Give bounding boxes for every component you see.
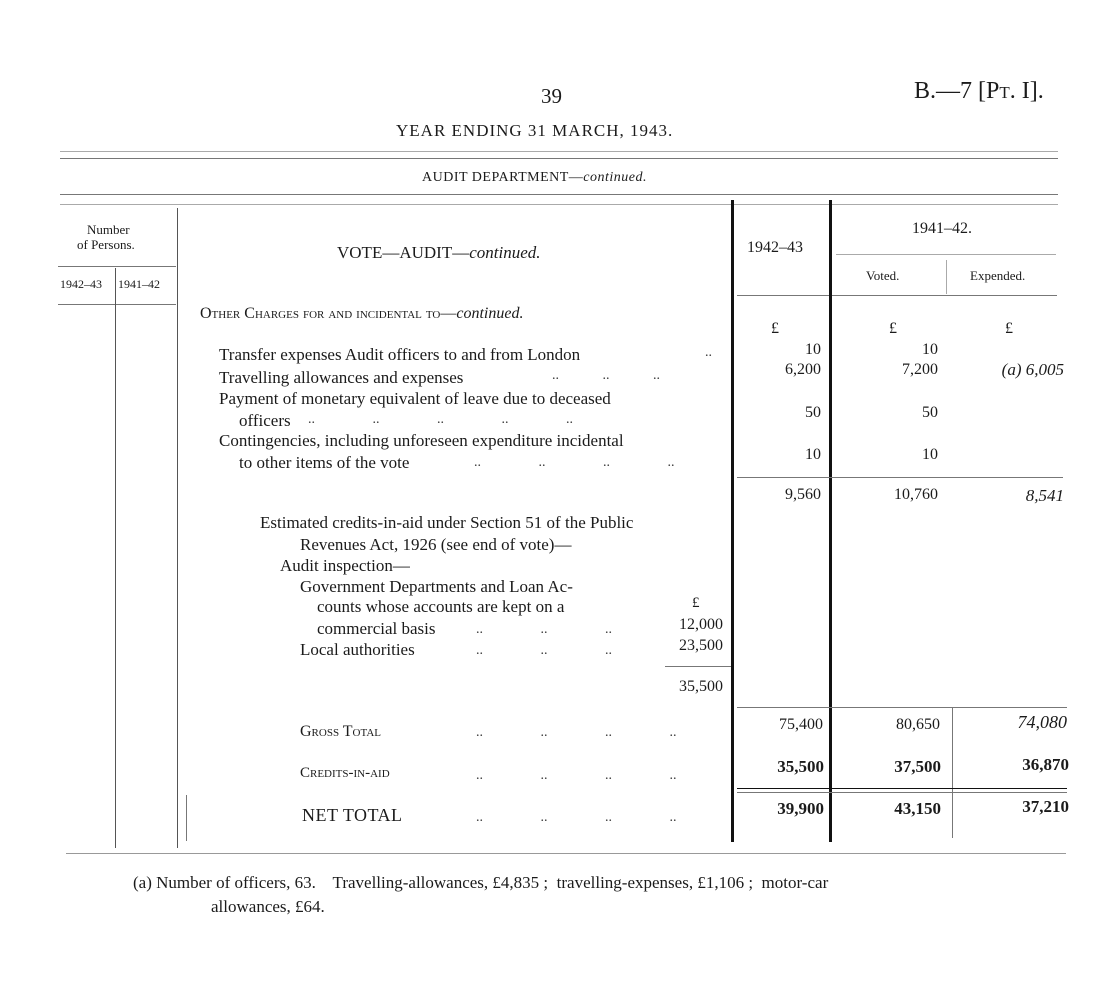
leader-dots: .. .. .. ..: [476, 725, 677, 740]
item-value-voted: 50: [922, 404, 938, 421]
credits-line: Audit inspection—: [280, 556, 410, 575]
department-heading: [422, 170, 647, 186]
gross-total-expended: 74,080: [1017, 712, 1067, 732]
gross-total-label: Gross Total: [300, 723, 382, 740]
item-value-1942-43: 10: [805, 446, 821, 463]
item-label: Contingencies, including unforeseen expenditure incidental: [219, 431, 624, 450]
col-header-1942-43: 1942–43: [747, 239, 803, 256]
col-header-voted: Voted.: [866, 268, 900, 283]
net-total-voted: 43,150: [894, 799, 941, 818]
item-value-expended: (a) 6,005: [1001, 360, 1064, 379]
gross-total-voted: 80,650: [896, 716, 940, 733]
credits-line: Estimated credits-in-aid under Section 51 of the Public: [260, 513, 634, 532]
credits-in-aid-voted: 37,500: [894, 757, 941, 776]
persons-year-prior: 1941–42: [118, 277, 160, 291]
credits-in-aid-1942-43: 35,500: [777, 757, 824, 776]
currency-voted: £: [889, 320, 897, 337]
credits-line: Local authorities: [300, 640, 415, 659]
currency-1942-43: £: [771, 320, 779, 337]
net-total-1942-43: 39,900: [777, 799, 824, 818]
item-value-1942-43: 50: [805, 404, 821, 421]
document-reference: B.—7 [Pt. I].: [914, 78, 1044, 104]
item-value-voted: 10: [922, 341, 938, 358]
subtotal-1942-43: 9,560: [785, 486, 821, 503]
page-title: YEAR ENDING 31 MARCH, 1943.: [396, 121, 674, 140]
item-value-voted: 7,200: [902, 361, 938, 378]
item-label: Payment of monetary equivalent of leave due to deceased: [219, 389, 611, 408]
credits-in-aid-label: Credits-in-aid: [300, 765, 390, 781]
vote-title-continued: continued.: [469, 243, 541, 262]
vote-title-text: VOTE—AUDIT—: [337, 243, 470, 262]
credits-line: Revenues Act, 1926 (see end of vote)—: [300, 535, 572, 554]
leader-dots: .. .. ..: [552, 368, 660, 383]
leader-dots: ..: [705, 345, 712, 360]
currency-expended: £: [1005, 320, 1013, 337]
net-total-label: NET TOTAL: [302, 805, 403, 825]
footnote-line1: (a) Number of officers, 63. Travelling-allowances, £4,835 ; travelling-expenses, £1,106 ; motor-car: [133, 873, 829, 892]
persons-year-current: 1942–43: [60, 277, 102, 291]
department-continued: continued.: [583, 170, 647, 185]
department-name: AUDIT DEPARTMENT—: [422, 170, 584, 185]
section-heading: [200, 305, 523, 323]
credits-line: commercial basis: [317, 619, 436, 638]
item-label: Transfer expenses Audit officers to and from London: [219, 345, 581, 364]
credits-currency: £: [692, 595, 700, 611]
leader-dots: .. .. ..: [476, 643, 612, 658]
item-value-1942-43: 10: [805, 341, 821, 358]
persons-header-line2: of Persons.: [77, 237, 135, 252]
credits-amount-govt: 12,000: [679, 616, 723, 633]
col-header-1941-42: 1941–42.: [912, 220, 972, 237]
item-label-cont: officers: [239, 411, 291, 430]
credits-amount-local: 23,500: [679, 637, 723, 654]
credits-line: counts whose accounts are kept on a: [317, 597, 565, 616]
item-value-1942-43: 6,200: [785, 361, 821, 378]
leader-dots: .. .. .. ..: [474, 455, 675, 470]
leader-dots: .. .. ..: [476, 622, 612, 637]
leader-dots: .. .. .. ..: [476, 810, 677, 825]
subtotal-expended: 8,541: [1025, 486, 1064, 505]
net-total-expended: 37,210: [1022, 797, 1069, 816]
item-label-cont: to other items of the vote: [239, 453, 410, 472]
item-value-voted: 10: [922, 446, 938, 463]
persons-header-line1: Number: [87, 222, 130, 237]
leader-dots: .. .. .. .. ..: [308, 412, 573, 427]
subtotal-voted: 10,760: [894, 486, 938, 503]
leader-dots: .. .. .. ..: [476, 768, 677, 783]
vote-title: [337, 243, 541, 263]
item-label: Travelling allowances and expenses: [219, 368, 464, 387]
section-heading-text: Other Charges for and incidental to—: [200, 305, 457, 322]
section-heading-continued: continued.: [456, 305, 524, 322]
credits-in-aid-expended: 36,870: [1022, 755, 1069, 774]
footnote-line2: allowances, £64.: [211, 897, 325, 916]
page-number: 39: [541, 84, 562, 108]
credits-amount-total: 35,500: [679, 678, 723, 695]
gross-total-1942-43: 75,400: [779, 716, 823, 733]
credits-line: Government Departments and Loan Ac-: [300, 577, 573, 596]
col-header-expended: Expended.: [970, 268, 1026, 283]
